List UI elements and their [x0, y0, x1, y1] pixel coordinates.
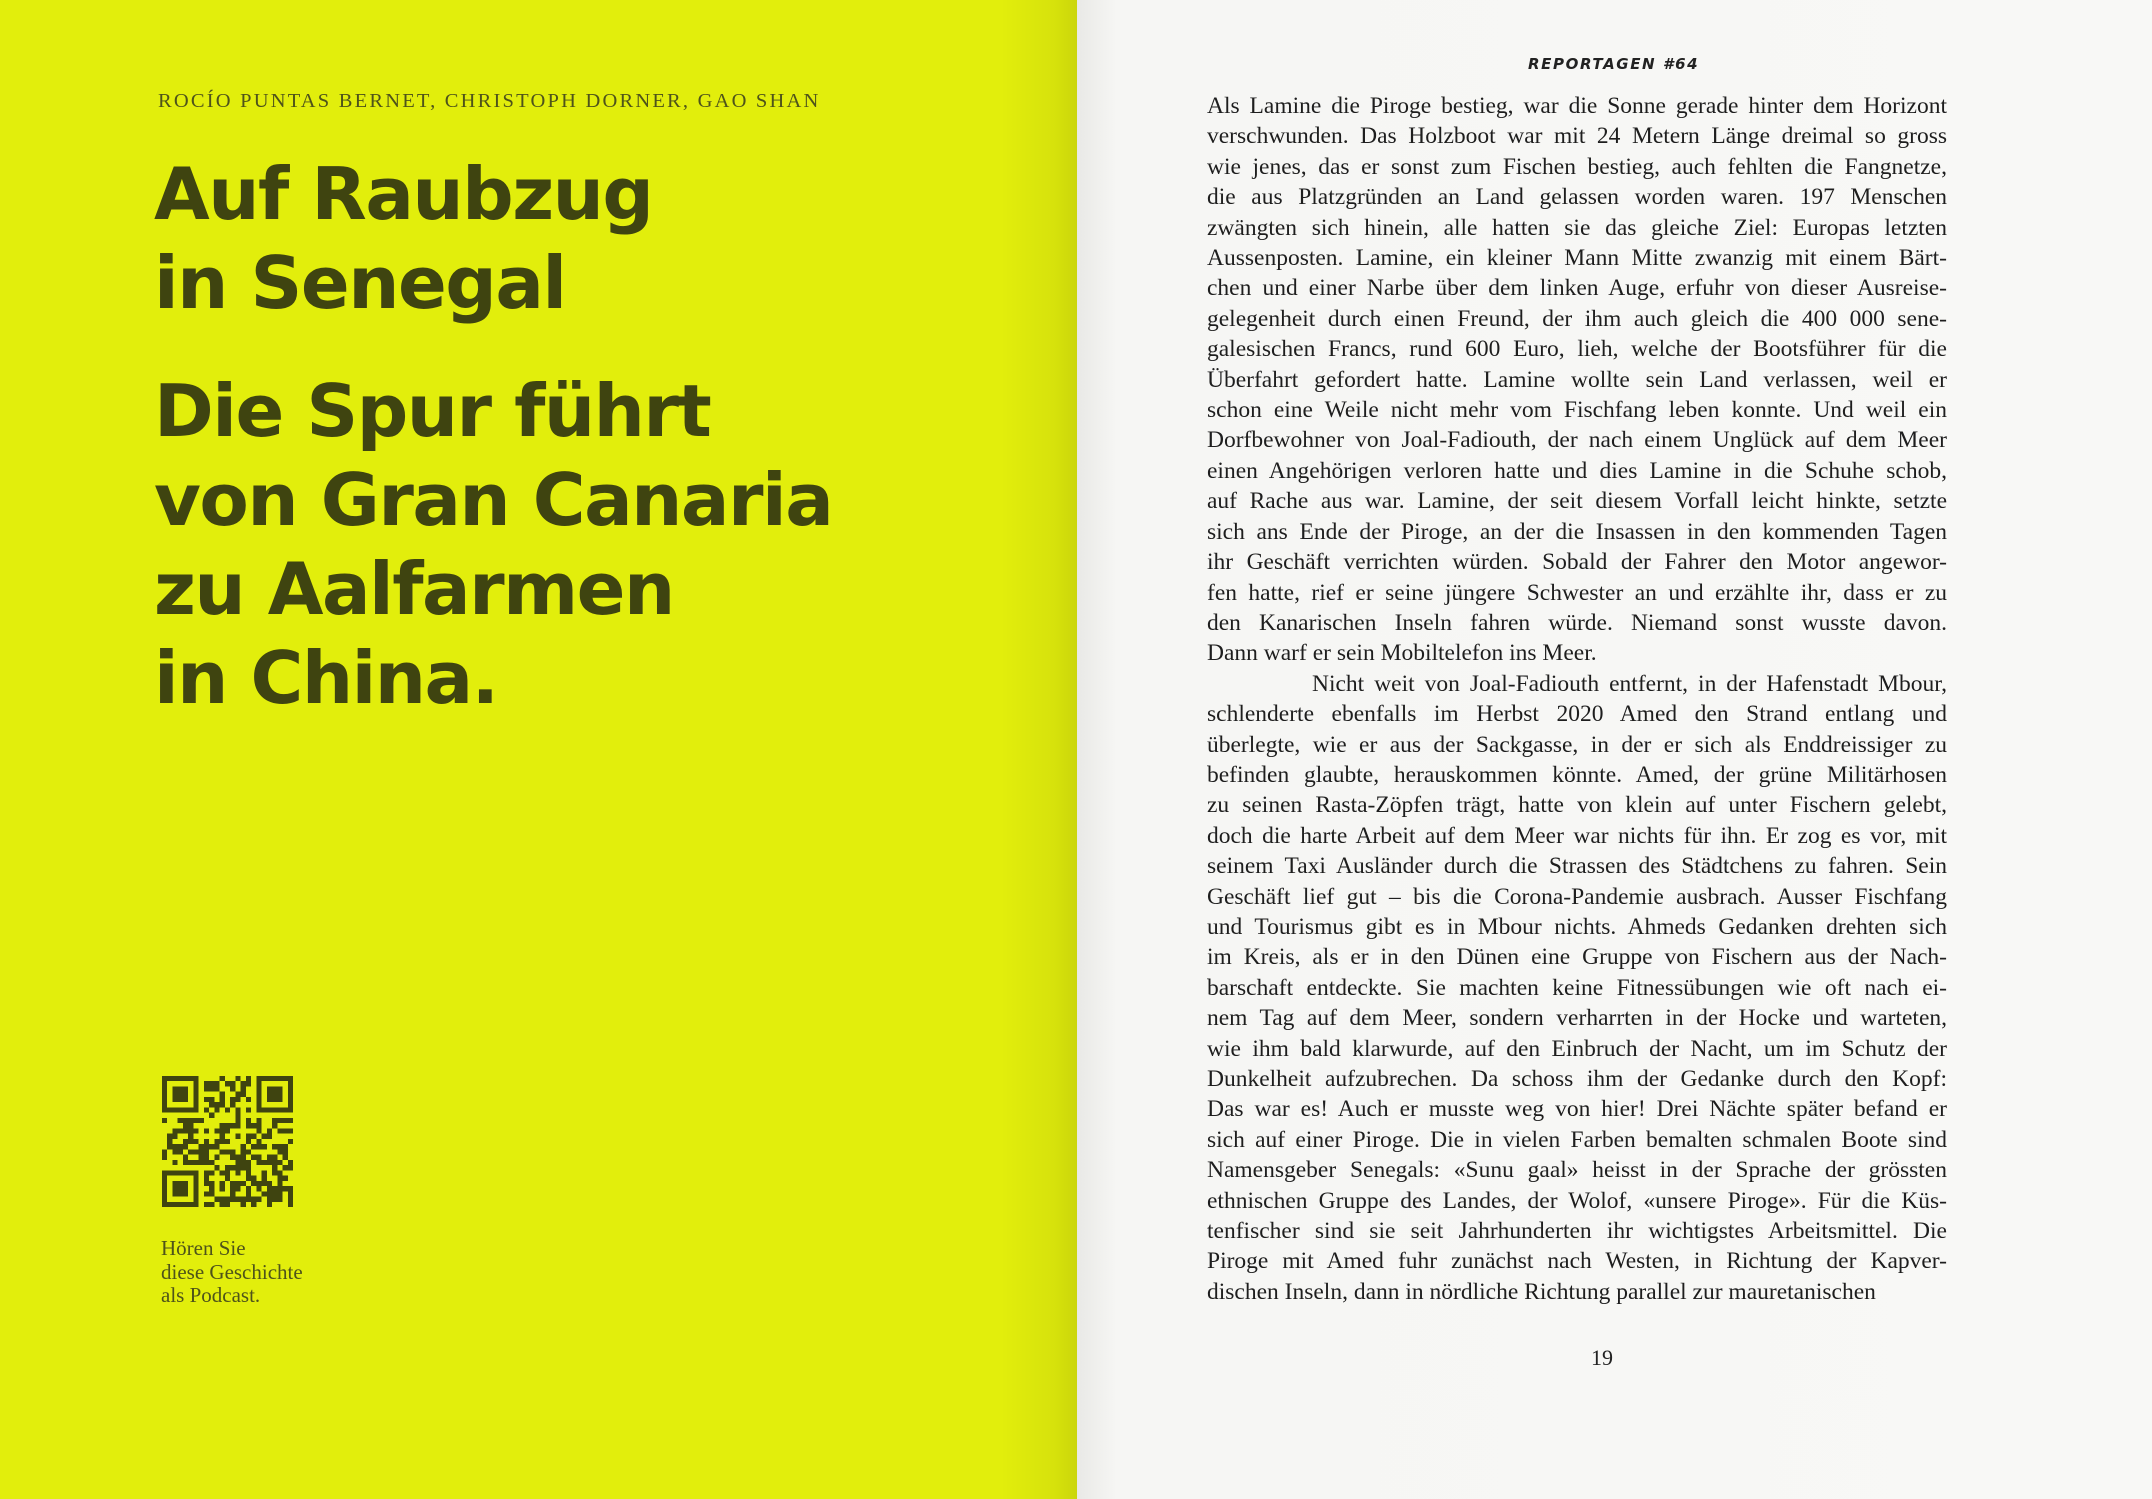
body-text-line: ethnischen Gruppe des Landes, der Wolof, «unsere Piroge». Für die Küs-	[1207, 1187, 1947, 1214]
podcast-caption-line: diese Geschichte	[161, 1259, 303, 1284]
body-text-line: ihr Geschäft verrichten würden. Sobald der Fahrer den Motor angewor-	[1207, 549, 1947, 576]
body-text-line: wie ihm bald klarwurde, auf den Einbruch der Nacht, um im Schutz der	[1207, 1035, 1947, 1062]
article-body	[1207, 91, 1947, 1307]
body-text-line: zwängten sich hinein, alle hatten sie das gleiche Ziel: Europas letzten	[1207, 214, 1947, 241]
headline-subtitle-line: zu Aalfarmen	[154, 547, 674, 631]
page-number: 19	[1591, 1345, 1613, 1370]
body-text-line: Nicht weit von Joal-Fadiouth entfernt, in der Hafenstadt Mbour,	[1312, 670, 1947, 697]
body-text-line: nem Tag auf dem Meer, sondern verharrten in der Hocke und warteten,	[1207, 1005, 1947, 1032]
body-text-line: und Tourismus gibt es in Mbour nichts. Ahmeds Gedanken drehten sich	[1207, 913, 1947, 940]
body-text-line: Namensgeber Senegals: «Sunu gaal» heisst in der Sprache der grössten	[1207, 1157, 1947, 1184]
headline-subtitle	[154, 367, 832, 723]
body-text-line: auf Rache aus war. Lamine, der seit diesem Vorfall leicht hinkte, setzte	[1207, 488, 1947, 515]
spine-shadow	[1000, 0, 1077, 1499]
podcast-caption-line: als Podcast.	[161, 1283, 261, 1307]
body-text-line: überlegte, wie er aus der Sackgasse, in der er sich als Enddreissiger zu	[1207, 731, 1947, 758]
body-text-line: wie jenes, das er sonst zum Fischen bestieg, auch fehlten die Fangnetze,	[1207, 153, 1947, 180]
headline-title-line: in Senegal	[154, 241, 566, 325]
podcast-caption	[161, 1237, 303, 1308]
body-text-line: fen hatte, rief er seine jüngere Schwester an und erzählte ihr, dass er zu	[1207, 579, 1947, 606]
body-text-line: Piroge mit Amed fuhr zunächst nach Westen, in Richtung der Kapver-	[1207, 1248, 1947, 1275]
body-text-line: verschwunden. Das Holzboot war mit 24 Metern Länge dreimal so gross	[1207, 123, 1947, 150]
body-text-line: die aus Platzgründen an Land gelassen worden waren. 197 Menschen	[1207, 184, 1947, 211]
body-text-line: zu seinen Rasta-Zöpfen trägt, hatte von klein auf unter Fischern gelebt,	[1207, 792, 1947, 819]
body-text-line: den Kanarischen Inseln fahren würde. Niemand sonst wusste davon.	[1207, 609, 1947, 636]
body-text-line: einen Angehörigen verloren hatte und dies Lamine in die Schuhe schob,	[1207, 457, 1947, 484]
body-text-line: gelegenheit durch einen Freund, der ihm auch gleich die 400 000 sene-	[1207, 305, 1947, 332]
running-head: REPORTAGEN #64	[1528, 55, 1700, 73]
headline-subtitle-line: von Gran Canaria	[154, 458, 833, 542]
body-text-line: chen und einer Narbe über dem linken Auge, erfuhr von dieser Ausreise-	[1207, 275, 1947, 302]
podcast-qr-code[interactable]	[162, 1076, 293, 1207]
body-text-line: schlenderte ebenfalls im Herbst 2020 Amed den Strand entlang und	[1207, 701, 1947, 728]
body-text-line: Dorfbewohner von Joal-Fadiouth, der nach einem Unglück auf dem Meer	[1207, 427, 1947, 454]
authors-byline: ROCÍO PUNTAS BERNET, CHRISTOPH DORNER, GAO SHAN	[158, 90, 821, 112]
body-text-line: Dann warf er sein Mobiltelefon ins Meer.	[1207, 640, 1597, 667]
body-text-line: Das war es! Auch er musste weg von hier! Drei Nächte später befand er	[1207, 1096, 1947, 1123]
body-text-line: sich auf einer Piroge. Die in vielen Farben bemalten schmalen Boote sind	[1207, 1126, 1947, 1153]
body-text-line: Dunkelheit aufzubrechen. Da schoss ihm der Gedanke durch den Kopf:	[1207, 1066, 1947, 1092]
body-text-line: galesischen Francs, rund 600 Euro, lieh, welche der Bootsführer für die	[1207, 336, 1947, 363]
body-text-line: sich ans Ende der Piroge, an der die Insassen in den kommenden Tagen	[1207, 518, 1947, 545]
body-text-line: im Kreis, als er in den Dünen eine Gruppe von Fischern aus der Nach-	[1207, 944, 1947, 971]
body-text-line: Aussenposten. Lamine, ein kleiner Mann Mitte zwanzig mit einem Bärt-	[1207, 245, 1947, 272]
body-text-line: dischen Inseln, dann in nördliche Richtung parallel zur mauretanischen	[1207, 1278, 1876, 1305]
body-text-line: tenfischer sind sie seit Jahrhunderten ihr wichtigstes Arbeitsmittel. Die	[1207, 1218, 1947, 1245]
body-text-line: schon eine Weile nicht mehr vom Fischfang leben konnte. Und weil ein	[1207, 397, 1947, 424]
podcast-caption-line: Hören Sie	[161, 1236, 246, 1260]
body-text-line: seinem Taxi Ausländer durch die Strassen des Städtchens zu fahren. Sein	[1207, 853, 1947, 880]
body-text-line: Als Lamine die Piroge bestieg, war die Sonne gerade hinter dem Horizont	[1207, 93, 1947, 119]
headline-subtitle-line: Die Spur führt	[154, 369, 711, 453]
body-text-line: barschaft entdeckte. Sie machten keine Fitnessübungen wie oft nach ei-	[1207, 974, 1947, 1001]
body-text-line: doch die harte Arbeit auf dem Meer war nichts für ihn. Er zog es vor, mit	[1207, 822, 1947, 849]
body-text-line: befinden glaubte, herauskommen könnte. Amed, der grüne Militärhosen	[1207, 761, 1947, 788]
body-text-line: Geschäft lief gut – bis die Corona-Pandemie ausbrach. Ausser Fischfang	[1207, 883, 1947, 910]
body-text-line: Überfahrt gefordert hatte. Lamine wollte sein Land verlassen, weil er	[1207, 366, 1947, 393]
headline-title	[154, 150, 652, 328]
headline-subtitle-line: in China.	[154, 636, 498, 720]
headline-title-line: Auf Raubzug	[154, 152, 653, 236]
